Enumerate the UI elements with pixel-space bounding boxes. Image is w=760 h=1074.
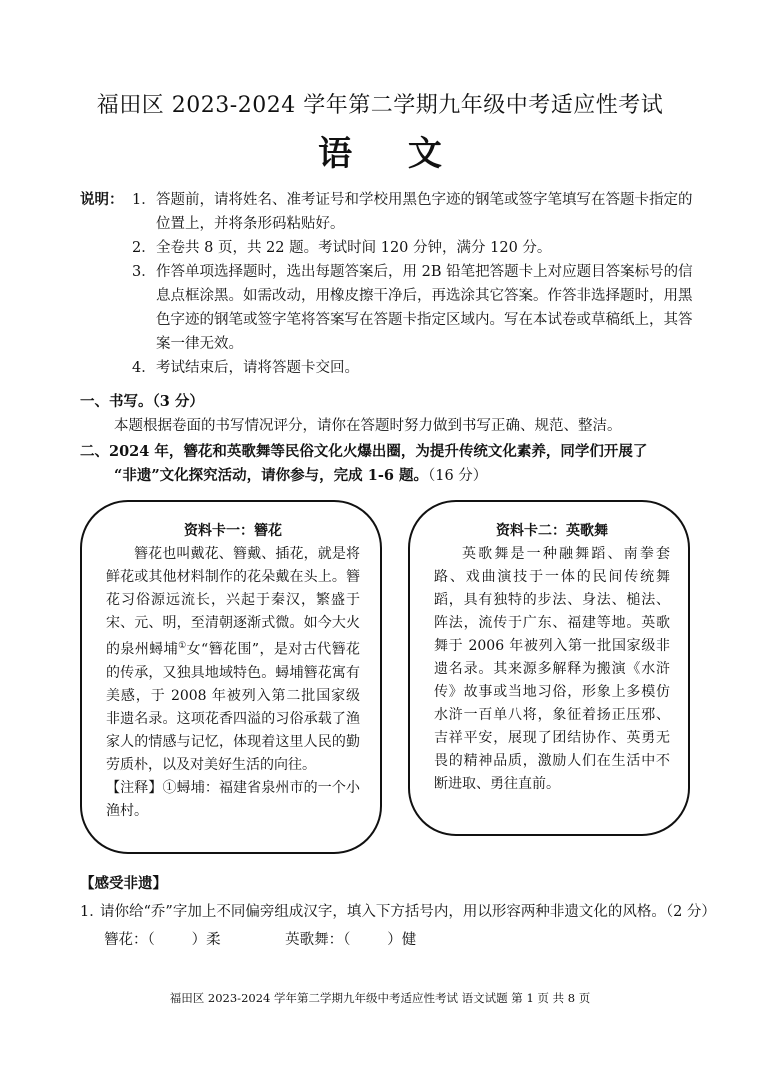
section-heading-line1: 二、2024 年，簪花和英歌舞等民俗文化火爆出圈，为提升传统文化素养，同学们开展了	[80, 443, 648, 460]
instructions-label: 说明：	[80, 191, 124, 208]
subsection-heading: 【感受非遗】	[80, 875, 167, 892]
section-points: （16 分）	[427, 468, 488, 484]
instruction-text: 作答单项选择题时，选出每题答案后，用 2B 铅笔把答题卡上对应题目答案标号的信息点框涂黑。如需改动，用橡皮擦干净后，再选涂其它答案。作答非选择题时，用黑色字迹的钢笔或签字笔将答案写在答题卡指定区域内。写在本试卷或草稿纸上，其答案一律无效。	[156, 264, 693, 352]
instruction-number: 4．	[132, 360, 156, 376]
section-experience	[80, 872, 720, 952]
card-text-part1: 簪花也叫戴花、簪戴、插花，就是将鲜花或其他材料制作的花朵戴在头上。簪花习俗源远流长，兴起于秦汉，繁盛于宋、元、明，至清朝逐渐式微。如今大火的泉州蟳埔	[106, 546, 360, 658]
section-body: 本题根据卷面的书写情况评分，请你在答题时努力做到书写正确、规范、整洁。	[114, 418, 622, 434]
instruction-number: 2．	[132, 240, 156, 256]
card-text: 英歌舞是一种融舞蹈、南拳套路、戏曲演技于一体的民间传统舞蹈，具有独特的步法、身法、槌法、阵法，流传于广东、福建等地。英歌舞于 2006 年被列入第一批国家级非遗名录。其来源多解释为搬演《水浒传》故事或当地习俗，形象上多模仿水浒一百单八将，象征着扬正压邪、吉祥平安，展现了团结协作、英勇无畏的精神品质，激励人们在生活中不断进取、勇往直前。	[434, 546, 670, 792]
instruction-item	[80, 356, 700, 380]
instruction-text: 全卷共 8 页，共 22 题。考试时间 120 分钟，满分 120 分。	[156, 240, 552, 256]
instruction-item	[80, 236, 700, 260]
instruction-text: 考试结束后，请将答题卡交回。	[156, 360, 359, 376]
instruction-number: 1．	[132, 192, 156, 208]
card-title: 资料卡二：英歌舞	[496, 523, 608, 539]
section-intangible-heritage	[80, 440, 700, 488]
footnote-mark: ①	[178, 641, 187, 651]
question-number: 1．	[80, 904, 104, 920]
instruction-number: 3．	[132, 264, 156, 280]
info-card-yingge-dance	[408, 500, 690, 836]
card-text	[106, 543, 360, 777]
instruction-item	[80, 188, 700, 236]
subject-title: 语 文	[318, 134, 464, 174]
instruction-item	[80, 260, 700, 356]
page-footer: 福田区 2023-2024 学年第二学期九年级中考适应性考试 语文试题 第 1 页 共 8 页	[169, 991, 591, 1005]
instruction-text: 答题前，请将姓名、准考证号和学校用黑色字迹的钢笔或签字笔填写在答题卡指定的位置上，并将条形码粘贴好。	[156, 192, 693, 232]
exam-title: 福田区 2023-2024 学年第二学期九年级中考适应性考试	[96, 93, 664, 118]
instructions	[80, 188, 700, 380]
card-text-part2: 女“簪花围”，是对古代簪花的传承，又独具地域特色。蟳埔簪花寓有美感，于 2008 年被列入第二批国家级非遗名录。这项花香四溢的习俗承载了渔家人的情感与记忆，体现着这里人民的勤劳质朴，以及对美好生活的向往。	[106, 641, 360, 773]
question-text: 请你给“乔”字加上不同偏旁组成汉字，填入下方括号内，用以形容两种非遗文化的风格。（2 分）	[100, 904, 716, 920]
question-1	[80, 900, 720, 924]
section-heading-text: “非遗”文化探究活动，请你参与，完成 1-6 题。	[114, 467, 428, 484]
section-heading: 一、书写。（3 分）	[80, 393, 204, 410]
card-title: 资料卡一：簪花	[184, 523, 282, 539]
answer-blanks[interactable]: 簪花：（ ）柔 英歌舞：（ ）健	[104, 932, 417, 948]
info-card-hairpin-flowers	[80, 500, 382, 854]
section-handwriting	[80, 390, 700, 438]
section-heading-line2	[80, 464, 700, 488]
card-annotation: 【注释】①蟳埔：福建省泉州市的一个小渔村。	[106, 779, 360, 819]
